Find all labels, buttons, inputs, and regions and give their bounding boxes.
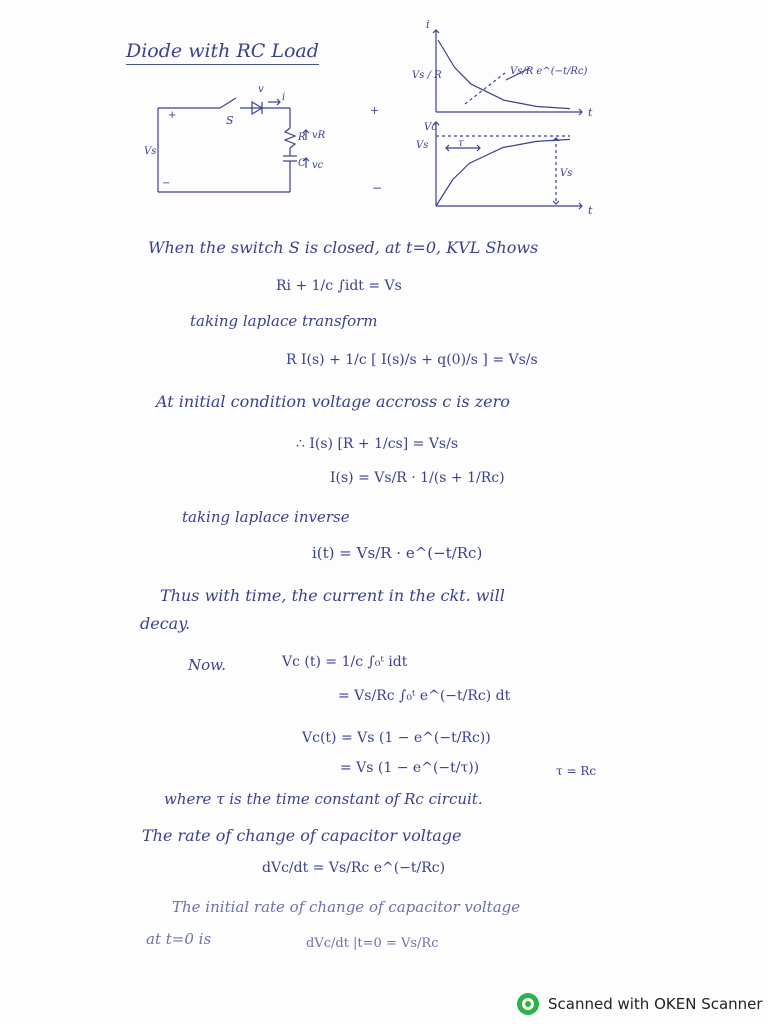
voltage-y-axis-label: Vc xyxy=(424,122,437,133)
line-time-constant: where τ is the time constant of Rc circuit. xyxy=(164,790,483,808)
source-minus: − xyxy=(162,178,171,189)
equation-current-s-solved: I(s) = Vs/R · 1/(s + 1/Rc) xyxy=(330,470,505,486)
diode-voltage-label: v xyxy=(258,84,264,95)
equation-laplace: R I(s) + 1/c [ I(s)/s + q(0)/s ] = Vs/s xyxy=(286,352,538,368)
line-decay: decay. xyxy=(140,614,191,633)
current-curve-label: Vs/R e^(−t/Rc) xyxy=(510,66,588,77)
line-laplace-transform: taking laplace transform xyxy=(190,312,378,330)
equation-capacitor-voltage: Vc(t) = Vs (1 − e^(−t/Rc)) xyxy=(302,730,491,746)
equation-kvl: Ri + 1/c ∫idt = Vs xyxy=(276,278,402,294)
scanner-watermark xyxy=(516,992,763,1016)
capacitor-voltage-rise-curve xyxy=(436,139,573,206)
equation-capacitor-voltage-tau: = Vs (1 − e^(−t/τ)) xyxy=(340,760,480,776)
switch-label: S xyxy=(226,114,234,127)
source-plus: + xyxy=(168,110,177,121)
tau-label: τ xyxy=(458,138,464,149)
load-plus: + xyxy=(370,104,380,117)
load-minus: − xyxy=(372,181,383,195)
line-rate-of-change: The rate of change of capacitor voltage xyxy=(142,826,462,845)
capacitor-voltage-label: vc xyxy=(312,160,324,171)
label-now: Now. xyxy=(188,656,226,674)
resistor-label: R xyxy=(298,132,306,143)
line-initial-rate: The initial rate of change of capacitor voltage xyxy=(172,898,521,916)
capacitor-voltage-graph xyxy=(410,118,610,223)
equation-initial-rate: dVc/dt |t=0 = Vs/Rc xyxy=(306,936,439,951)
current-decay-graph xyxy=(410,18,610,123)
voltage-x-axis-label: t xyxy=(588,204,593,217)
line-initial-condition: At initial condition voltage accross c is zero xyxy=(156,392,510,411)
current-x-axis-label: t xyxy=(588,106,593,119)
scanner-watermark-text: Scanned with OKEN Scanner xyxy=(548,995,763,1013)
capacitor-label: C xyxy=(298,158,306,169)
equation-current-s: ∴ I(s) [R + 1/cs] = Vs/s xyxy=(296,436,459,452)
page-title: Diode with RC Load xyxy=(126,40,319,65)
current-label: i xyxy=(282,92,286,103)
equation-current-time: i(t) = Vs/R · e^(−t/Rc) xyxy=(312,544,483,562)
rc-circuit-diagram xyxy=(140,80,400,200)
tau-definition: τ = Rc xyxy=(556,764,597,778)
line-switch-closed: When the switch S is closed, at t=0, KVL Shows xyxy=(148,238,539,257)
equation-capacitor-integral: Vc (t) = 1/c ∫₀ᵗ idt xyxy=(282,654,408,670)
resistor-voltage-label: vR xyxy=(312,130,326,141)
equation-capacitor-integral-2: = Vs/Rc ∫₀ᵗ e^(−t/Rc) dt xyxy=(338,688,511,704)
line-at-t-zero: at t=0 is xyxy=(146,930,212,948)
source-label: Vs xyxy=(144,146,157,157)
line-current-decay: Thus with time, the current in the ckt. will xyxy=(160,586,505,605)
current-y-axis-label: i xyxy=(426,18,430,31)
voltage-right-label: Vs xyxy=(560,168,573,179)
equation-rate-of-change: dVc/dt = Vs/Rc e^(−t/Rc) xyxy=(262,860,446,876)
line-laplace-inverse: taking laplace inverse xyxy=(182,508,350,526)
voltage-y-value-label: Vs xyxy=(416,140,429,151)
oken-scanner-logo-icon xyxy=(516,992,540,1016)
current-y-value-label: Vs / R xyxy=(412,70,442,81)
